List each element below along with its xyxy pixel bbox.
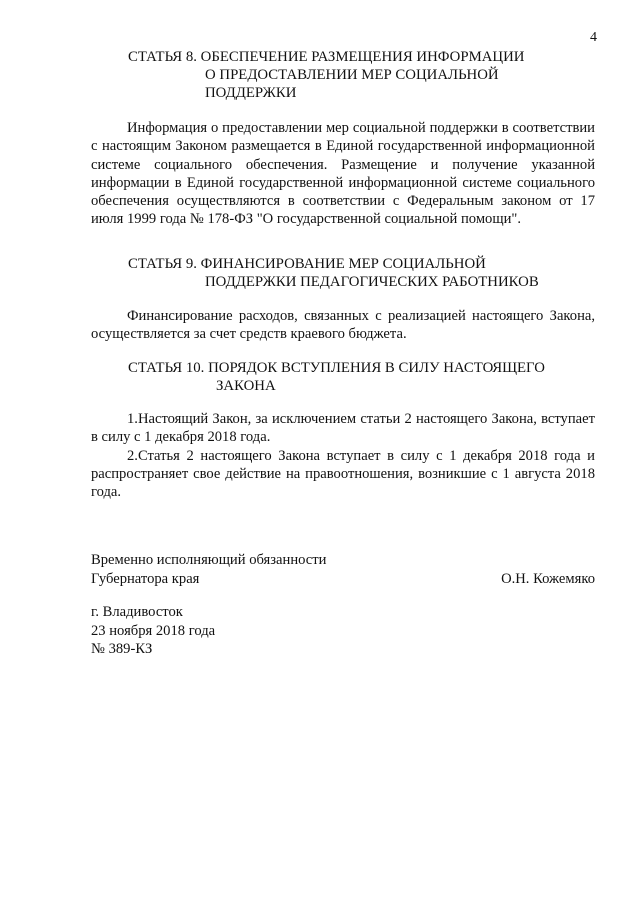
- article-9-title-line-2: ПОДДЕРЖКИ ПЕДАГОГИЧЕСКИХ РАБОТНИКОВ: [205, 274, 539, 290]
- signature-block: [91, 551, 595, 588]
- article-8-title-line-1: СТАТЬЯ 8. ОБЕСПЕЧЕНИЕ РАЗМЕЩЕНИЯ ИНФОРМАЦИИ: [128, 49, 525, 65]
- footer-city: г. Владивосток: [91, 604, 183, 620]
- article-10-item-1: 1.Настоящий Закон, за исключением статьи 2 настоящего Закона, вступает в силу с 1 декабря 2018 года.: [91, 411, 595, 446]
- article-10-title-line-2: ЗАКОНА: [216, 378, 276, 394]
- page-number: 4: [590, 30, 597, 45]
- signature-position-line-1: Временно исполняющий обязанности: [91, 552, 327, 568]
- article-8-paragraph: Информация о предоставлении мер социальной поддержки в соответствии с настоящим Законом размещается в Единой государственной информационной системе социального обеспечения. Размещение и получение указанной информации в Единой государственной информационной системе социального обеспечения осуществляются в соответствии с Федеральным законом от 17 июля 1999 года № 178-ФЗ "О государственной социальной помощи".: [91, 120, 595, 228]
- article-8-title-line-2: О ПРЕДОСТАВЛЕНИИ МЕР СОЦИАЛЬНОЙ: [205, 67, 499, 83]
- article-9-body: [91, 307, 595, 344]
- article-9-paragraph: Финансирование расходов, связанных с реализацией настоящего Закона, осуществляется за счет средств краевого бюджета.: [91, 308, 595, 343]
- article-9-title-line-1: СТАТЬЯ 9. ФИНАНСИРОВАНИЕ МЕР СОЦИАЛЬНОЙ: [128, 256, 486, 272]
- article-10-heading: [128, 359, 545, 395]
- signature-name: О.Н. Кожемяко: [501, 570, 595, 587]
- signature-position-line-2: Губернатора края: [91, 570, 200, 587]
- article-10-title-line-1: СТАТЬЯ 10. ПОРЯДОК ВСТУПЛЕНИЯ В СИЛУ НАСТОЯЩЕГО: [128, 360, 545, 376]
- article-8-heading: [128, 48, 524, 102]
- article-10-body: [91, 410, 595, 501]
- footer-block: [91, 603, 215, 659]
- article-8-title-line-3: ПОДДЕРЖКИ: [205, 85, 297, 101]
- article-10-item-2: 2.Статья 2 настоящего Закона вступает в силу с 1 декабря 2018 года и распространяет свое действие на правоотношения, возникшие с 1 августа 2018 года.: [91, 447, 595, 501]
- footer-date: 23 ноября 2018 года: [91, 622, 216, 639]
- article-8-body: [91, 119, 595, 229]
- footer-law-number: № 389-КЗ: [91, 641, 153, 657]
- article-9-heading: [128, 255, 539, 291]
